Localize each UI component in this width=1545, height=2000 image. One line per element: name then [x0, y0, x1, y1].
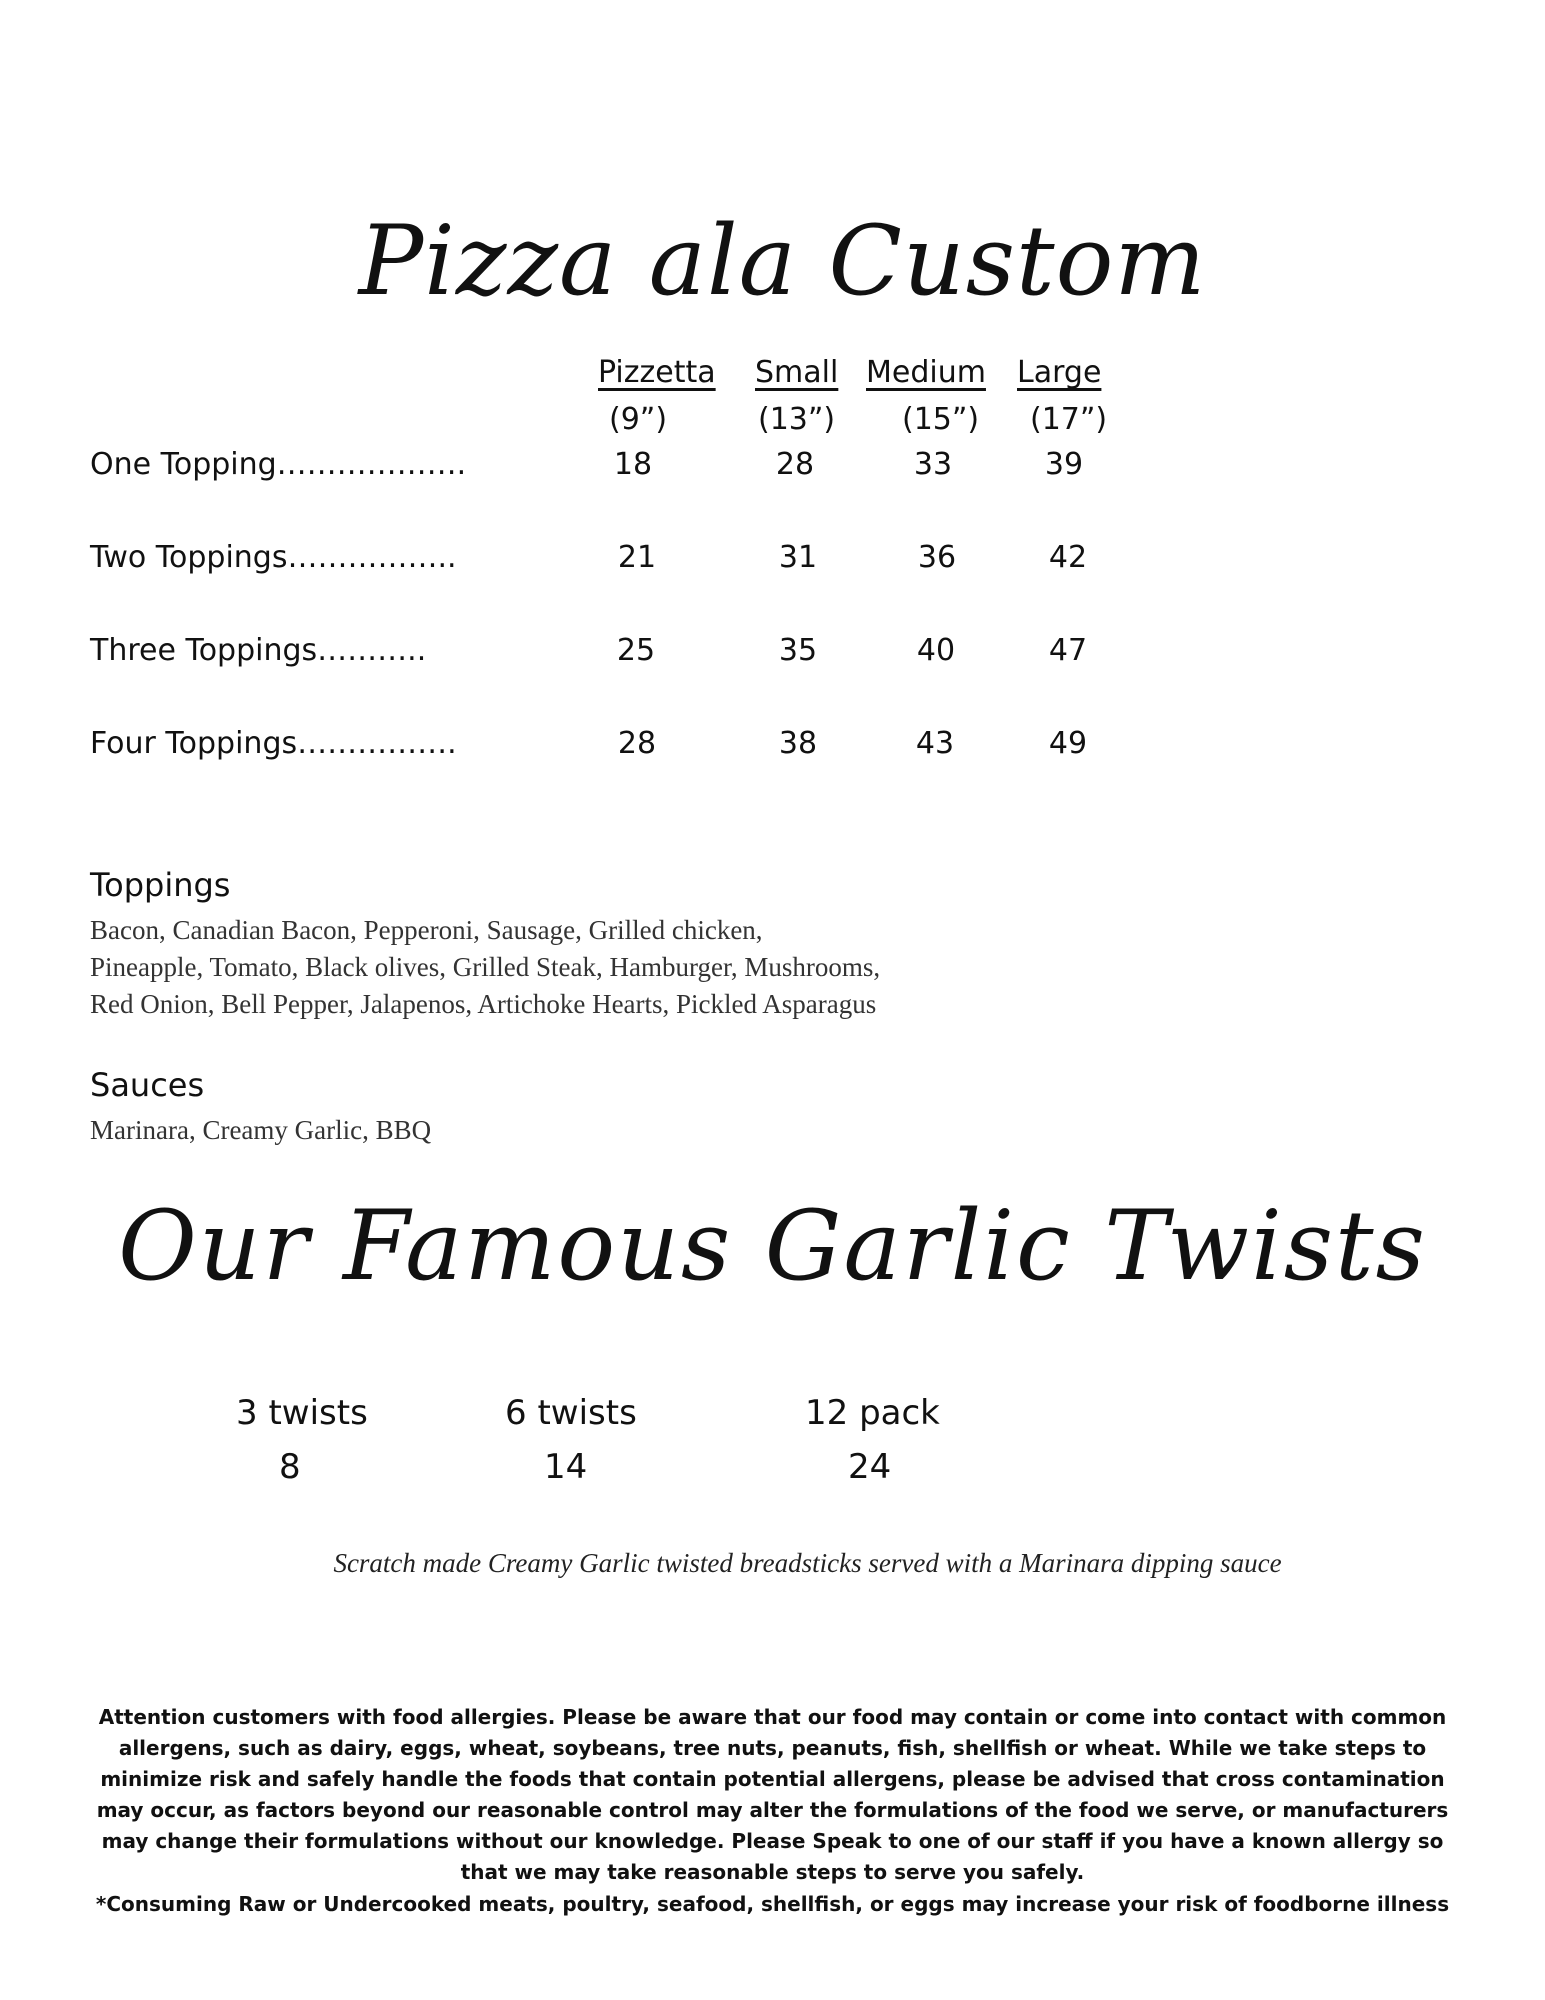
toppings-line: Bacon, Canadian Bacon, Pepperoni, Sausage, Grilled chicken, [90, 915, 763, 945]
price-medium: 43 [915, 726, 955, 761]
price-pizzetta: 28 [617, 726, 657, 761]
size-inches-medium: (15”) [902, 402, 980, 437]
price-medium: 33 [913, 447, 953, 482]
size-inches-small: (13”) [758, 402, 836, 437]
raw-food-warning: *Consuming Raw or Undercooked meats, poultry, seafood, shellfish, or eggs may increase your risk of foodborne illness [95, 1892, 1450, 1916]
twist-price: 8 [279, 1447, 301, 1487]
twist-label: 6 twists [505, 1393, 637, 1433]
price-small: 31 [778, 540, 818, 575]
sauces-heading: Sauces [90, 1066, 205, 1104]
price-small: 35 [778, 633, 818, 668]
allergy-notice: Attention customers with food allergies. Please be aware that our food may contain or come into contact with common allergens, such as dairy, eggs, wheat, soybeans, tree nuts, peanuts, fish, shellfish or wheat. While we take steps to minimize risk and safely handle the foods that contain potential allergens, please be advised that cross contamination may occur, as factors beyond our reasonable control may alter the formulations of the food we serve, or manufacturers may change their formulations without our knowledge. Please Speak to one of our staff if you have a known allergy so that we may take reasonable steps to serve you safely. [96, 1705, 1449, 1884]
row-label: One Topping………………. [90, 447, 467, 482]
size-inches-large: (17”) [1030, 402, 1108, 437]
row-label: Two Toppings…………….. [90, 540, 457, 575]
price-pizzetta: 25 [616, 633, 656, 668]
price-small: 28 [775, 447, 815, 482]
sauces-list: Marinara, Creamy Garlic, BBQ [90, 1115, 432, 1145]
twist-price: 14 [544, 1447, 588, 1487]
pizza-section-title: Pizza ala Custom [358, 205, 1207, 317]
price-pizzetta: 21 [617, 540, 657, 575]
twist-price: 24 [848, 1447, 892, 1487]
toppings-list [90, 912, 1190, 1023]
price-small: 38 [778, 726, 818, 761]
row-label: Four Toppings……………. [90, 726, 457, 761]
price-large: 39 [1044, 447, 1084, 482]
size-inches-pizzetta: (9”) [609, 402, 668, 437]
size-header-medium: Medium [866, 355, 986, 390]
size-header-pizzetta: Pizzetta [598, 355, 716, 390]
price-large: 47 [1048, 633, 1088, 668]
row-label: Three Toppings……….. [90, 633, 427, 668]
twists-description: Scratch made Creamy Garlic twisted breadsticks served with a Marinara dipping sauce [333, 1548, 1282, 1578]
price-large: 49 [1048, 726, 1088, 761]
price-medium: 36 [917, 540, 957, 575]
toppings-heading: Toppings [90, 866, 231, 904]
price-pizzetta: 18 [613, 447, 653, 482]
toppings-line: Pineapple, Tomato, Black olives, Grilled Steak, Hamburger, Mushrooms, [90, 952, 881, 982]
twists-section-title: Our Famous Garlic Twists [118, 1190, 1427, 1302]
size-header-large: Large [1017, 355, 1102, 390]
toppings-line: Red Onion, Bell Pepper, Jalapenos, Artichoke Hearts, Pickled Asparagus [90, 989, 877, 1019]
twist-label: 3 twists [236, 1393, 368, 1433]
size-header-small: Small [755, 355, 839, 390]
price-medium: 40 [916, 633, 956, 668]
twist-label: 12 pack [805, 1393, 940, 1433]
price-large: 42 [1048, 540, 1088, 575]
